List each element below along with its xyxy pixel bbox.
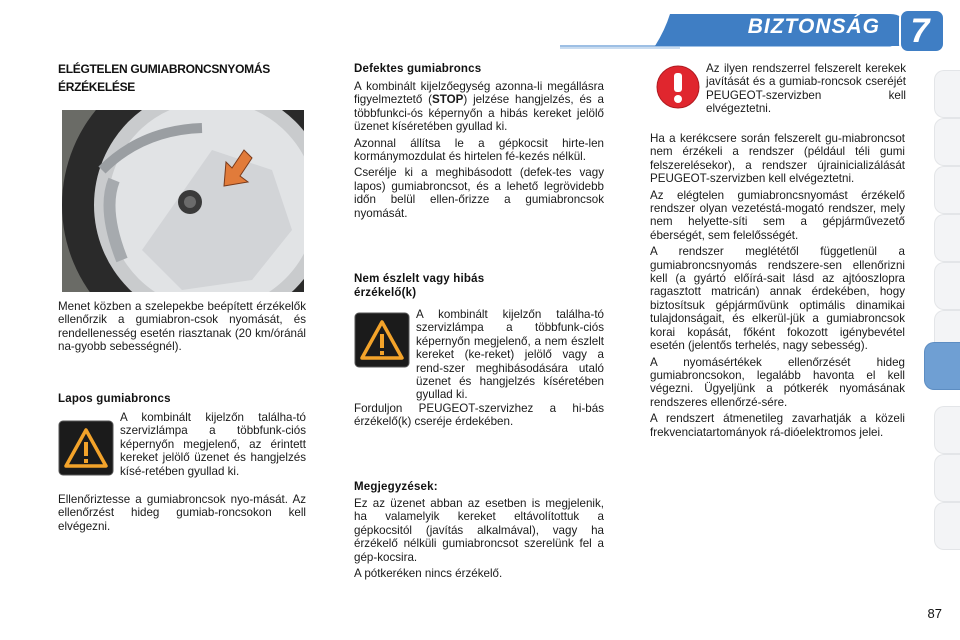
puncture-heading: Defektes gumiabroncs bbox=[354, 63, 482, 75]
chapter-tab-active[interactable] bbox=[924, 342, 960, 390]
chapter-tab[interactable] bbox=[934, 502, 960, 550]
flat-tyre-advice: Ellenőriztesse a gumiabroncsok nyo-mását. Az ellenőrzést hideg gumiab-roncsokon kell elvégezni. bbox=[58, 493, 306, 533]
stop-note: Az ilyen rendszerrel felszerelt kerekek javítását és a gumiab-roncsok cseréjét PEUGEOT-szervizben kell elvégeztetni. bbox=[706, 62, 906, 116]
flat-tyre-warning-text: A kombinált kijelzőn találha-tó szervizlámpa a többfunk-ciós képernyőn megjelenő, az érintett kereket jelölő üzenet és hangjelzés kísé-retében gyullad ki. bbox=[120, 411, 306, 478]
intro-paragraph: Menet közben a szelepekbe beépített érzékelők ellenőrzik a gumiabron-csok nyomását, és rendellenesség esetén riasztanak (20 km/óránál na-gyobb sebességnél). bbox=[58, 300, 306, 354]
stop-label: STOP bbox=[432, 93, 464, 107]
warning-triangle-icon bbox=[58, 420, 114, 476]
page-number: 87 bbox=[927, 606, 942, 621]
notes-text: Ez az üzenet abban az esetben is megjelenik, ha valamelyik kereket eltávolítottuk a gépkocsitól (javítás alkalmával), vagy ha érzékelő nélküli gumiabroncsot szerelünk fel a gép-kocsira. A pótkeréken nincs érzékelő. bbox=[354, 497, 604, 581]
puncture-text: A kombinált kijelzőegység azonna-li megállásra figyelmeztető (STOP) jelzése hangjelzés, és a többfunkci-ós képernyőn a hibás kereket jelölő üzenet kíséretében gyullad ki. Azonnal állítsa le a gépkocsit hirte-len kormánymozdulat és hirtelen fé-kezés nélkül. Cserélje ki a meghibásodott (defek-tes vagy lapos) gumiabroncsot, és a lehető legrövidebb időn belül ellen-őrizze a gumiabroncsok nyomását. bbox=[354, 80, 605, 220]
chapter-tab[interactable] bbox=[934, 454, 960, 502]
chapter-title: BIZTONSÁG bbox=[747, 15, 880, 38]
chapter-tabs bbox=[924, 70, 960, 590]
right-column-text: Ha a kerékcsere során felszerelt gu-miabroncsot nem érzékeli a rendszer (például téli gumi felszerelésekor), a rendszer újrainicializálását PEUGEOT-szervizben kell elvégeztetni. Az elégtelen gumiabroncsnyomást érzékelő rendszer olyan vezetéstá-mogató rendszer, mely nem helyette-síti sem a gépjárművezető éberségét, sem felelősségét. A rendszer meglététől függetlenül a gumiabroncsnyomás rendszere-sen ellenőrizni kell (a gyártó előírá-sait lásd az ajtóoszlopra ragasztott matricán) annak érdekében, hogy biztosítsuk gépjárművünk optimális dinamikai tulajdonságait, és elkerül-jük a gumiabroncsok korai kopását, főként fokozott igénybevétel esetén (jelentős terhelés, nagy sebesség). A nyomásértékek ellenőrzését hideg gumiabroncsokon, legalább havonta el kell végezni. Ügyeljünk a pótkerék nyomásának rendszeres ellenőrzé-sére. A rendszert átmenetileg zavarhatják a közeli frekvenciatartományok rá-dióelektromos jelei. bbox=[650, 132, 905, 439]
chapter-tab[interactable] bbox=[934, 118, 960, 166]
sensor-fault-text: A kombinált kijelzőn találha-tó szervizlámpa a többfunk-ciós képernyőn megjelenő, a nem észlelt kereket (ke-reket) jelölő vagy a rend-szer meghibásodására utaló üzenet és hangjelzés kíséretében gyullad ki. bbox=[416, 308, 604, 402]
chapter-number: 7 bbox=[910, 12, 930, 50]
chapter-tab[interactable] bbox=[934, 166, 960, 214]
chapter-tab[interactable] bbox=[934, 262, 960, 310]
chapter-tab[interactable] bbox=[934, 214, 960, 262]
sensor-fault-heading: Nem észlelt vagy hibás érzékelő(k) bbox=[354, 273, 485, 299]
section-title: ELÉGTELEN GUMIABRONCSNYOMÁS ÉRZÉKELÉSE bbox=[58, 62, 270, 94]
chapter-tab[interactable] bbox=[934, 406, 960, 454]
chapter-tab[interactable] bbox=[934, 70, 960, 118]
notes-heading: Megjegyzések: bbox=[354, 481, 438, 493]
flat-tyre-heading: Lapos gumiabroncs bbox=[58, 393, 171, 405]
tyre-valve-photo bbox=[62, 110, 304, 292]
sensor-fault-advice: Forduljon PEUGEOT-szervizhez a hi-bás érzékelő(k) cseréje érdekében. bbox=[354, 402, 604, 429]
stop-exclamation-icon bbox=[655, 64, 701, 110]
